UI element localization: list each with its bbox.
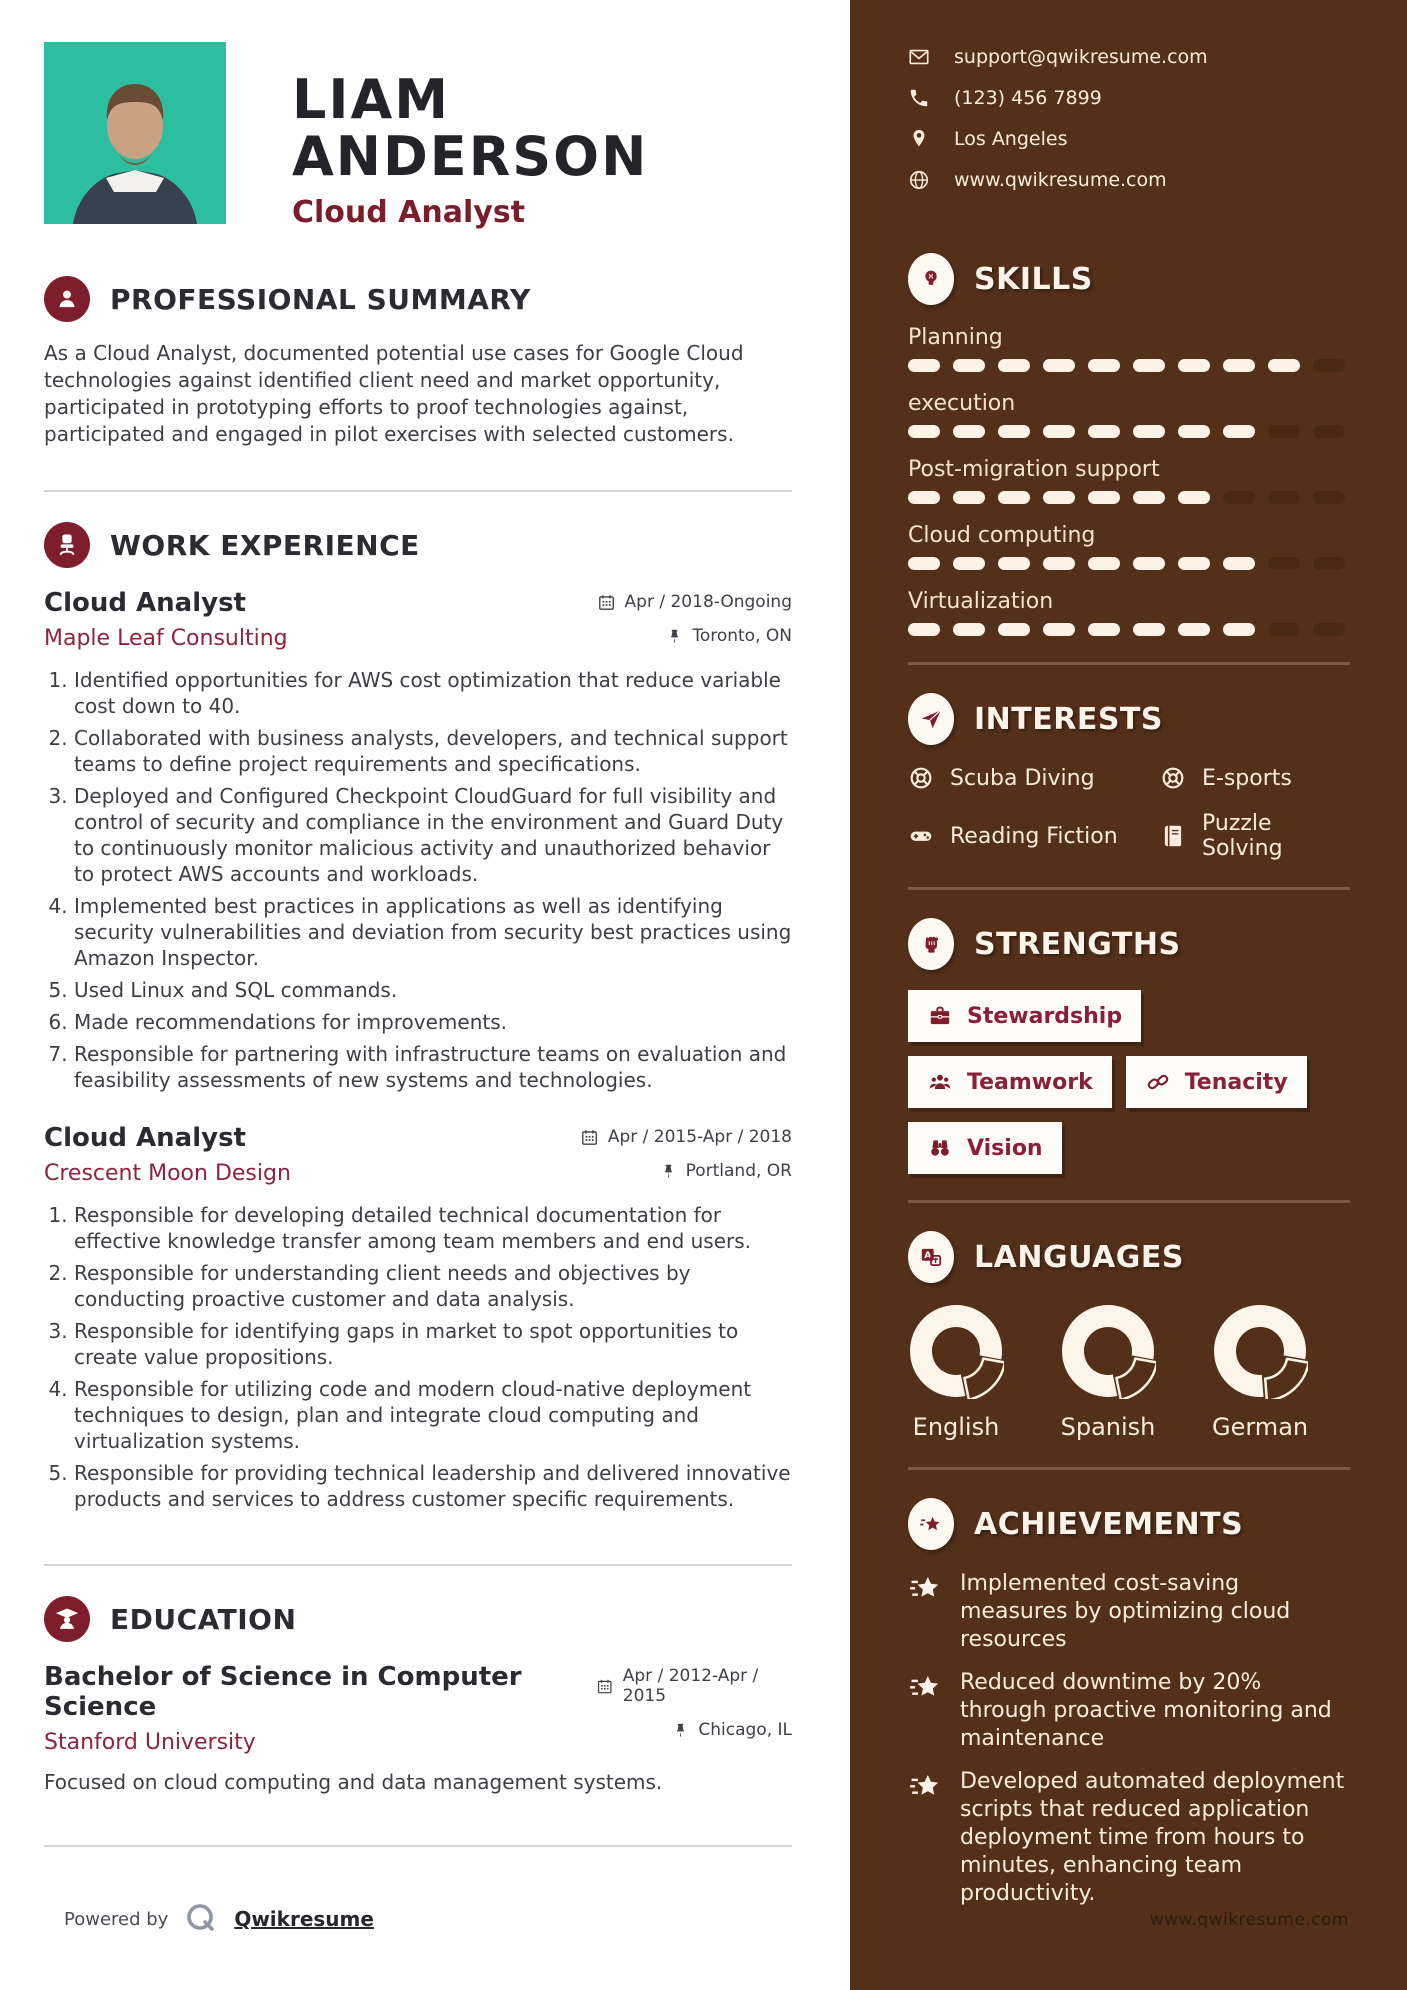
skill-dash-filled [998,491,1030,504]
skill-dash-filled [1043,359,1075,372]
skill-dash-filled [1088,359,1120,372]
summary-section-header [44,276,792,322]
job-date-text: Apr / 2018-Ongoing [624,592,792,613]
education-header [44,1662,792,1755]
languages-heading: LANGUAGES [974,1239,1184,1275]
footer [64,1900,374,1938]
job-date [580,1127,792,1147]
education-section-header [44,1596,792,1642]
skill-dash-filled [1223,623,1255,636]
globe-icon [908,169,930,191]
skill-dash-filled [1223,557,1255,570]
paper-plane-icon [908,693,954,745]
achievement-text: Implemented cost-saving measures by optimizing cloud resources [960,1571,1291,1652]
skill-bar [908,557,1350,570]
skill-dash-filled [953,623,985,636]
skill-dash-filled [998,557,1030,570]
job-1-titles [44,588,288,651]
skill-dash-filled [1178,425,1210,438]
office-chair-icon [44,522,90,568]
skill-dash-filled [1223,359,1255,372]
gamepad-icon [908,823,934,849]
pushpin-icon [660,1163,677,1180]
education-note: Focused on cloud computing and data management systems. [44,1770,663,1795]
education-meta [596,1662,792,1755]
interest-label: Puzzle Solving [1202,811,1283,861]
skill-dash-filled [1133,491,1165,504]
contact-website-text: www.qwikresume.com [954,169,1167,191]
divider [908,887,1350,890]
bullet: 5. Responsible for providing technical leadership and delivered innovative products and services to address customer specific requirements. [74,1460,792,1512]
calendar-icon [596,1677,613,1696]
achievement-text: Developed automated deployment scripts that reduced application deployment time from hours to minutes, enhancing team productivity. [960,1769,1345,1906]
skill-dash-filled [998,359,1030,372]
job-1-bullets [44,667,792,1093]
skills-section [908,253,1350,636]
skill-dash-filled [1178,557,1210,570]
education-date [596,1666,792,1706]
education-entry [44,1662,792,1795]
strength-label: Stewardship [967,1003,1123,1029]
skill-bar [908,491,1350,504]
education-location-text: Chicago, IL [698,1720,792,1741]
contact-website[interactable] [908,169,1350,191]
achievement-item [908,1768,1350,1908]
bullet: 4. Responsible for utilizing code and modern cloud-native deployment techniques to design, plan and integrate cloud computing and virtualization systems. [74,1376,792,1454]
briefcase-icon [927,1003,953,1029]
skill-dash-empty [1313,557,1345,570]
candidate-title: Cloud Analyst [292,195,526,231]
strengths-list [908,990,1358,1174]
powered-by-label: Powered by [64,1908,169,1930]
skill-dash-empty [1268,425,1300,438]
strength-tenacity [1126,1056,1307,1108]
contact-email-text: support@qwikresume.com [954,46,1208,68]
donut-chart [1212,1303,1308,1399]
skill-dash-filled [908,359,940,372]
job-1-meta [597,588,792,651]
languages-section [908,1231,1350,1441]
pushpin-icon [672,1722,689,1739]
language-spanish [1060,1303,1156,1441]
donut-chart [1060,1303,1156,1399]
skill-name: Planning [908,325,1003,350]
skill-dash-filled [1043,491,1075,504]
skill-dash-filled [1088,491,1120,504]
languages-section-header [908,1231,1350,1283]
work-heading: WORK EXPERIENCE [110,528,420,562]
skill-dash-filled [953,425,985,438]
life-ring-icon [1160,765,1186,791]
language-label: English [912,1413,1000,1441]
pushpin-icon [666,628,683,645]
skill-dash-filled [953,557,985,570]
job-location-text: Portland, OR [685,1161,792,1182]
skill-name: Virtualization [908,589,1054,614]
profile-photo-image [44,42,226,224]
skill-dash-filled [1043,425,1075,438]
strengths-heading: STRENGTHS [974,926,1181,962]
strengths-section [908,918,1350,1174]
job-location [666,626,792,646]
skill-dash-filled [908,491,940,504]
interest-esports [1160,765,1350,791]
skill-dash-filled [1178,491,1210,504]
skill-dash-filled [1268,359,1300,372]
skill-dash-filled [1133,359,1165,372]
interest-reading-fiction [908,811,1160,861]
divider [44,490,792,492]
strength-label: Tenacity [1184,1069,1288,1095]
donut-chart [908,1303,1004,1399]
fist-icon [908,918,954,970]
language-label: Spanish [1060,1413,1156,1441]
watermark: www.qwikresume.com [1149,1910,1349,1930]
skill-dash-empty [1268,491,1300,504]
calendar-icon [597,593,616,612]
bullet: 6. Made recommendations for improvements. [74,1009,792,1035]
work-section-header [44,522,792,568]
bullet: 2. Responsible for understanding client needs and objectives by conducting proactive customer and data analysis. [74,1260,792,1312]
skill-dash-filled [1223,425,1255,438]
job-2-meta [580,1123,792,1186]
bullet: 5. Used Linux and SQL commands. [74,977,792,1003]
job-location-text: Toronto, ON [692,626,792,647]
skill-dash-filled [1133,557,1165,570]
strength-label: Teamwork [967,1069,1093,1095]
skill-name: execution [908,391,1016,416]
divider [44,1564,792,1566]
skill-bar [908,425,1350,438]
skill-item [908,325,1350,372]
interest-label: E-sports [1202,765,1292,791]
bullet: 2. Collaborated with business analysts, developers, and technical support teams to define project requirements and specifications. [74,725,792,777]
skill-bar [908,623,1350,636]
skill-dash-empty [1313,425,1345,438]
skill-dash-filled [1088,623,1120,636]
book-icon [1160,823,1186,849]
job-2-titles [44,1123,291,1186]
contact-email [908,46,1350,68]
education-date-text: Apr / 2012-Apr / 2015 [622,1666,759,1707]
skill-dash-filled [998,623,1030,636]
map-pin-icon [908,128,930,150]
svg-text:A: A [924,1250,932,1262]
name-block [292,42,792,230]
skill-dash-filled [908,425,940,438]
achievements-section [908,1498,1350,1908]
skill-dash-filled [1178,359,1210,372]
job-date-text: Apr / 2015-Apr / 2018 [607,1127,792,1148]
interests-section [908,693,1350,861]
achievement-item [908,1669,1350,1753]
achievements-section-header [908,1498,1350,1550]
skill-dash-empty [1313,491,1345,504]
interest-scuba-diving [908,765,1160,791]
sidebar [850,0,1407,1990]
calendar-icon [580,1128,599,1147]
strength-stewardship [908,990,1141,1042]
divider [908,1200,1350,1203]
translate-icon [908,1231,954,1283]
skill-dash-filled [1043,623,1075,636]
divider [908,1467,1350,1470]
life-ring-icon [908,765,934,791]
shooting-star-icon [908,1671,942,1705]
job-1-header [44,588,792,651]
skill-name: Post-migration support [908,457,1160,482]
summary-text: As a Cloud Analyst, documented potential use cases for Google Cloud technologies against identified client need and market opportunity, participated in prototyping efforts to proof technologies against, participated and engaged in pilot exercises with selected customers. [44,341,744,447]
skill-dash-empty [1223,491,1255,504]
education-location [672,1720,792,1740]
divider [44,1845,792,1847]
bullet: 3. Responsible for identifying gaps in market to spot opportunities to create value propositions. [74,1318,792,1370]
contact-phone-text: (123) 456 7899 [954,87,1102,109]
language-german [1212,1303,1308,1441]
skill-dash-empty [1268,623,1300,636]
skill-dash-filled [1088,425,1120,438]
bullet: 3. Deployed and Configured Checkpoint CloudGuard for full visibility and control of security and compliance in the environment and Guard Duty to continuously monitor malicious activity and unauthorized behavior to protect AWS accounts and workloads. [74,783,792,887]
phone-icon [908,87,930,109]
interest-label: Scuba Diving [950,765,1095,791]
skill-dash-filled [1043,557,1075,570]
achievement-item [908,1570,1350,1654]
bullet: 1. Identified opportunities for AWS cost optimization that reduce variable cost down to 40. [74,667,792,719]
job-date [597,592,792,612]
skill-dash-filled [998,425,1030,438]
shooting-star-icon [908,1770,942,1804]
skill-item [908,523,1350,570]
star-icon [908,1498,954,1550]
chain-link-icon [1145,1069,1171,1095]
skill-name: Cloud computing [908,523,1096,548]
contact-phone [908,87,1350,109]
languages-list [908,1303,1350,1441]
interest-label: Reading Fiction [950,823,1118,849]
strength-vision [908,1122,1062,1174]
degree: Bachelor of Science in Computer Science [44,1662,522,1723]
language-label: German [1212,1413,1309,1441]
job-company: Maple Leaf Consulting [44,626,288,652]
bullet: 7. Responsible for partnering with infrastructure teams on evaluation and feasibility assessments of new systems and technologies. [74,1041,792,1093]
team-icon [927,1069,953,1095]
divider [908,662,1350,665]
qwikresume-link[interactable]: Qwikresume [234,1907,374,1931]
job-entry-2 [44,1123,792,1512]
interests-heading: INTERESTS [974,701,1163,737]
qwikresume-logo-icon [182,1900,220,1938]
bullet: 4. Implemented best practices in applications as well as identifying security vulnerabilities and deviation from security best practices using Amazon Inspector. [74,893,792,971]
achievements-heading: ACHIEVEMENTS [974,1506,1244,1542]
education-titles [44,1662,596,1755]
achievement-text: Reduced downtime by 20% through proactive monitoring and maintenance [960,1670,1332,1751]
strength-label: Vision [967,1135,1043,1161]
job-location [660,1161,792,1181]
skill-item [908,391,1350,438]
candidate-name: LIAM ANDERSON [292,68,649,188]
skill-dash-filled [953,491,985,504]
skill-dash-filled [908,557,940,570]
skills-section-header [908,253,1350,305]
job-2-bullets [44,1202,792,1512]
contact-location-text: Los Angeles [954,128,1068,150]
school: Stanford University [44,1730,256,1756]
lightbulb-icon [908,253,954,305]
profile-photo [44,42,226,224]
graduate-icon [44,1596,90,1642]
header [44,42,792,230]
skill-dash-filled [1178,623,1210,636]
skill-dash-filled [1133,623,1165,636]
job-title: Cloud Analyst [44,1123,246,1154]
interests-grid [908,765,1350,861]
skill-dash-empty [1268,557,1300,570]
binoculars-icon [927,1135,953,1161]
skill-dash-filled [1088,557,1120,570]
interest-puzzle-solving [1160,811,1350,861]
skill-item [908,589,1350,636]
skill-dash-filled [1133,425,1165,438]
envelope-icon [908,46,930,68]
job-company: Crescent Moon Design [44,1161,291,1187]
strengths-section-header [908,918,1350,970]
job-title: Cloud Analyst [44,588,246,619]
job-entry-1 [44,588,792,1093]
skill-dash-filled [953,359,985,372]
skill-dash-filled [908,623,940,636]
contact-location [908,128,1350,150]
skills-heading: SKILLS [974,261,1093,297]
interests-section-header [908,693,1350,745]
strength-teamwork [908,1056,1112,1108]
job-2-header [44,1123,792,1186]
bullet: 1. Responsible for developing detailed technical documentation for effective knowledge transfer among team members and end users. [74,1202,792,1254]
skill-dash-empty [1313,623,1345,636]
summary-heading: PROFESSIONAL SUMMARY [110,282,531,316]
person-icon [44,276,90,322]
education-heading: EDUCATION [110,1602,297,1636]
language-english [908,1303,1004,1441]
skill-dash-empty [1313,359,1345,372]
shooting-star-icon [908,1572,942,1606]
skill-bar [908,359,1350,372]
skill-item [908,457,1350,504]
